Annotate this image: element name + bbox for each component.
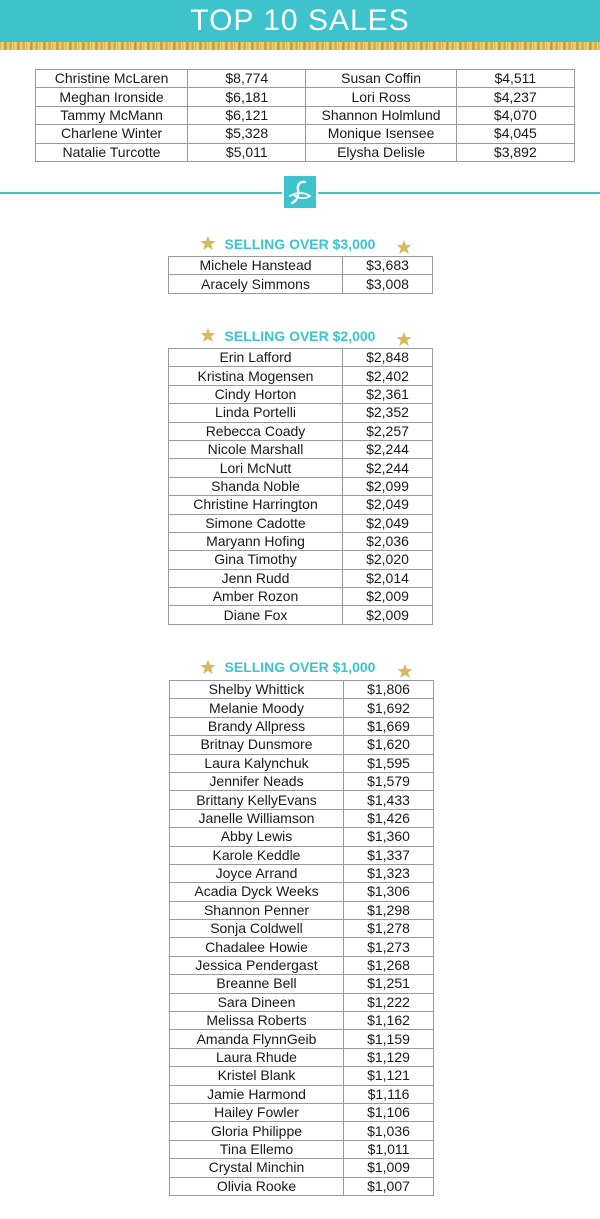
table-row [169,569,433,587]
seller-name: Karole Keddle [170,846,344,864]
sales-amount: $5,011 [188,143,306,161]
table-row [170,956,434,974]
seller-name: Acadia Dyck Weeks [170,883,344,901]
table-row [170,772,434,790]
over-3000-table [168,256,433,294]
table-row [169,404,433,422]
sales-amount: $4,237 [456,88,574,106]
seller-name: Cindy Horton [169,385,343,403]
seller-name: Monique Isensee [306,125,456,143]
seller-name: Sonja Coldwell [170,920,344,938]
sales-amount: $1,595 [344,754,434,772]
table-row [169,496,433,514]
seller-name: Sara Dineen [170,993,344,1011]
seller-name: Kristina Mogensen [169,367,343,385]
sales-amount: $2,361 [343,385,433,403]
table-row [170,1177,434,1195]
table-row [36,125,575,143]
table-row [170,754,434,772]
seller-name: Breanne Bell [170,975,344,993]
table-row [170,1012,434,1030]
table-row [36,143,575,161]
table-row [36,88,575,106]
sales-amount: $1,337 [344,846,434,864]
seller-name: Jennifer Neads [170,772,344,790]
sales-amount: $1,579 [344,772,434,790]
sales-amount: $1,007 [344,1177,434,1195]
sales-amount: $2,402 [343,367,433,385]
table-row [36,70,575,88]
star-icon [396,331,412,347]
sales-amount: $1,806 [344,681,434,699]
table-row [170,846,434,864]
table-row [169,551,433,569]
seller-name: Lori Ross [306,88,456,106]
brand-logo-icon [282,174,318,210]
sales-amount: $2,009 [343,588,433,606]
table-row [170,1085,434,1103]
sales-amount: $1,251 [344,975,434,993]
sales-amount: $1,162 [344,1012,434,1030]
sales-amount: $3,008 [343,275,433,293]
seller-name: Simone Cadotte [169,514,343,532]
sales-amount: $1,306 [344,883,434,901]
sales-amount: $1,116 [344,1085,434,1103]
seller-name: Crystal Minchin [170,1159,344,1177]
table-row [170,975,434,993]
sales-amount: $1,009 [344,1159,434,1177]
section-title-over-1000: SELLING OVER $1,000 [224,659,376,675]
sales-amount: $1,323 [344,864,434,882]
seller-name: Jamie Harmond [170,1085,344,1103]
table-row [170,717,434,735]
sales-amount: $2,244 [343,440,433,458]
table-row [170,938,434,956]
table-row [170,828,434,846]
table-row [170,1048,434,1066]
seller-name: Lori McNutt [169,459,343,477]
sales-amount: $1,273 [344,938,434,956]
seller-name: Chadalee Howie [170,938,344,956]
table-row [169,440,433,458]
seller-name: Nicole Marshall [169,440,343,458]
over-1000-table [169,680,434,1196]
sales-amount: $1,268 [344,956,434,974]
table-row [169,257,433,275]
seller-name: Christine McLaren [36,70,188,88]
table-row [170,791,434,809]
section-title-over-2000: SELLING OVER $2,000 [224,328,376,344]
seller-name: Joyce Arrand [170,864,344,882]
seller-name: Britnay Dunsmore [170,736,344,754]
seller-name: Jenn Rudd [169,569,343,587]
seller-name: Michele Hanstead [169,257,343,275]
sales-amount: $4,070 [456,106,574,124]
table-row [170,736,434,754]
seller-name: Linda Portelli [169,404,343,422]
seller-name: Tammy McMann [36,106,188,124]
seller-name: Charlene Winter [36,125,188,143]
table-row [170,1122,434,1140]
sales-amount: $1,222 [344,993,434,1011]
table-row [170,1030,434,1048]
sales-amount: $8,774 [188,70,306,88]
sales-amount: $2,257 [343,422,433,440]
sales-amount: $6,121 [188,106,306,124]
sales-amount: $1,278 [344,920,434,938]
seller-name: Melanie Moody [170,699,344,717]
sales-amount: $1,159 [344,1030,434,1048]
sales-amount: $2,014 [343,569,433,587]
seller-name: Amanda FlynnGeib [170,1030,344,1048]
sales-amount: $2,049 [343,514,433,532]
over-2000-table [168,348,433,625]
sales-amount: $1,121 [344,1067,434,1085]
table-row [170,901,434,919]
table-row [170,1103,434,1121]
seller-name: Diane Fox [169,606,343,624]
seller-name: Hailey Fowler [170,1103,344,1121]
table-row [170,864,434,882]
seller-name: Elysha Delisle [306,143,456,161]
seller-name: Jessica Pendergast [170,956,344,974]
table-row [169,532,433,550]
seller-name: Erin Lafford [169,349,343,367]
sales-amount: $4,511 [456,70,574,88]
sales-amount: $2,848 [343,349,433,367]
header-banner [0,0,600,42]
seller-name: Shelby Whittick [170,681,344,699]
seller-name: Melissa Roberts [170,1012,344,1030]
sales-amount: $4,045 [456,125,574,143]
seller-name: Natalie Turcotte [36,143,188,161]
seller-name: Christine Harrington [169,496,343,514]
seller-name: Laura Kalynchuk [170,754,344,772]
seller-name: Gina Timothy [169,551,343,569]
seller-name: Brandy Allpress [170,717,344,735]
seller-name: Olivia Rooke [170,1177,344,1195]
table-row [169,367,433,385]
table-row [170,699,434,717]
sales-amount: $1,620 [344,736,434,754]
table-row [169,275,433,293]
table-row [169,349,433,367]
table-row [169,422,433,440]
seller-name: Janelle Williamson [170,809,344,827]
seller-name: Kristel Blank [170,1067,344,1085]
seller-name: Gloria Philippe [170,1122,344,1140]
sales-amount: $2,049 [343,496,433,514]
sales-amount: $1,433 [344,791,434,809]
section-title-over-3000: SELLING OVER $3,000 [224,236,376,252]
sales-amount: $6,181 [188,88,306,106]
table-row [169,606,433,624]
sales-amount: $1,669 [344,717,434,735]
seller-name: Maryann Hofing [169,532,343,550]
sales-amount: $2,099 [343,477,433,495]
sales-amount: $1,360 [344,828,434,846]
star-icon [396,239,412,255]
seller-name: Laura Rhude [170,1048,344,1066]
table-row [169,514,433,532]
sales-amount: $1,106 [344,1103,434,1121]
table-row [169,477,433,495]
table-row [170,920,434,938]
seller-name: Abby Lewis [170,828,344,846]
table-row [169,588,433,606]
table-row [170,883,434,901]
seller-name: Shannon Penner [170,901,344,919]
sales-amount: $1,036 [344,1122,434,1140]
seller-name: Shannon Holmlund [306,106,456,124]
sales-amount: $5,328 [188,125,306,143]
table-row [170,681,434,699]
table-row [170,1159,434,1177]
seller-name: Amber Rozon [169,588,343,606]
sales-amount: $1,298 [344,901,434,919]
seller-name: Aracely Simmons [169,275,343,293]
seller-name: Susan Coffin [306,70,456,88]
star-icon [397,663,413,679]
table-row [170,1140,434,1158]
table-row [169,385,433,403]
table-row [170,993,434,1011]
seller-name: Shanda Noble [169,477,343,495]
sales-amount: $2,352 [343,404,433,422]
sales-amount: $3,892 [456,143,574,161]
table-row [170,1067,434,1085]
sales-amount: $3,683 [343,257,433,275]
page-title: TOP 10 SALES [190,4,410,37]
seller-name: Brittany KellyEvans [170,791,344,809]
table-row [170,809,434,827]
seller-name: Tina Ellemo [170,1140,344,1158]
seller-name: Rebecca Coady [169,422,343,440]
sales-amount: $2,009 [343,606,433,624]
seller-name: Meghan Ironside [36,88,188,106]
table-row [36,106,575,124]
sales-amount: $1,011 [344,1140,434,1158]
sales-amount: $1,692 [344,699,434,717]
table-row [169,459,433,477]
top10-table [35,69,575,162]
sales-amount: $2,020 [343,551,433,569]
gold-glitter-strip [0,42,600,50]
sales-amount: $1,426 [344,809,434,827]
sales-amount: $2,244 [343,459,433,477]
sales-amount: $1,129 [344,1048,434,1066]
sales-amount: $2,036 [343,532,433,550]
